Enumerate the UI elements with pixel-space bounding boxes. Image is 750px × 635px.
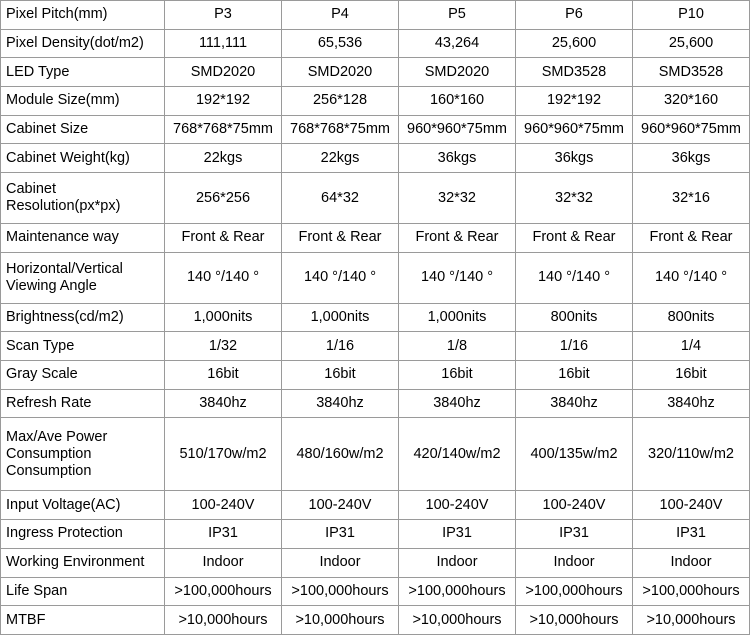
table-row xyxy=(1,144,750,173)
row-value: >100,000hours xyxy=(282,577,399,606)
row-value: 36kgs xyxy=(516,144,633,173)
row-value: Front & Rear xyxy=(165,224,282,253)
row-label: Working Environment xyxy=(1,548,165,577)
table-row xyxy=(1,577,750,606)
row-value: 16bit xyxy=(516,360,633,389)
row-value: 480/160w/m2 xyxy=(282,418,399,491)
row-value: 510/170w/m2 xyxy=(165,418,282,491)
row-label: MTBF xyxy=(1,606,165,635)
row-value: >10,000hours xyxy=(282,606,399,635)
row-value: Indoor xyxy=(516,548,633,577)
row-value: 1/32 xyxy=(165,332,282,361)
row-value: 960*960*75mm xyxy=(633,115,750,144)
row-value: 16bit xyxy=(633,360,750,389)
table-row xyxy=(1,252,750,303)
table-row xyxy=(1,332,750,361)
row-value: SMD3528 xyxy=(633,58,750,87)
row-value: 800nits xyxy=(516,303,633,332)
row-value: Front & Rear xyxy=(399,224,516,253)
row-value: 140 °/140 ° xyxy=(633,252,750,303)
column-header-p4: P4 xyxy=(282,1,399,30)
row-value: 1/4 xyxy=(633,332,750,361)
row-value: >10,000hours xyxy=(633,606,750,635)
row-value: 65,536 xyxy=(282,29,399,58)
row-value: 192*192 xyxy=(516,87,633,116)
row-value: 36kgs xyxy=(399,144,516,173)
row-value: IP31 xyxy=(633,520,750,549)
row-value: IP31 xyxy=(165,520,282,549)
table-row xyxy=(1,548,750,577)
row-value: SMD2020 xyxy=(399,58,516,87)
table-row xyxy=(1,606,750,635)
column-header-p6: P6 xyxy=(516,1,633,30)
row-value: 192*192 xyxy=(165,87,282,116)
row-label: Cabinet Resolution(px*px) xyxy=(1,173,165,224)
row-value: 100-240V xyxy=(516,491,633,520)
row-value: 140 °/140 ° xyxy=(282,252,399,303)
row-value: 22kgs xyxy=(282,144,399,173)
table-row xyxy=(1,418,750,491)
row-value: Indoor xyxy=(633,548,750,577)
row-value: Front & Rear xyxy=(633,224,750,253)
row-value: 1/16 xyxy=(516,332,633,361)
row-label: Max/Ave Power Consumption Consumption xyxy=(1,418,165,491)
row-label: Ingress Protection xyxy=(1,520,165,549)
row-value: 320*160 xyxy=(633,87,750,116)
row-value: 1/8 xyxy=(399,332,516,361)
table-row xyxy=(1,303,750,332)
column-header-p5: P5 xyxy=(399,1,516,30)
row-value: 1,000nits xyxy=(282,303,399,332)
column-header-p10: P10 xyxy=(633,1,750,30)
table-row xyxy=(1,173,750,224)
row-label: Maintenance way xyxy=(1,224,165,253)
row-value: 160*160 xyxy=(399,87,516,116)
row-label: Refresh Rate xyxy=(1,389,165,418)
row-value: 960*960*75mm xyxy=(399,115,516,144)
row-value: 1,000nits xyxy=(165,303,282,332)
row-label: Pixel Density(dot/m2) xyxy=(1,29,165,58)
row-value: 100-240V xyxy=(633,491,750,520)
row-value: >10,000hours xyxy=(516,606,633,635)
row-value: 140 °/140 ° xyxy=(399,252,516,303)
row-value: 32*32 xyxy=(516,173,633,224)
header-label-cell: Pixel Pitch(mm) xyxy=(1,1,165,30)
row-label: Scan Type xyxy=(1,332,165,361)
row-value: 16bit xyxy=(399,360,516,389)
row-value: >100,000hours xyxy=(516,577,633,606)
row-value: 16bit xyxy=(165,360,282,389)
row-value: >10,000hours xyxy=(165,606,282,635)
row-value: 100-240V xyxy=(399,491,516,520)
row-value: 3840hz xyxy=(399,389,516,418)
row-value: SMD2020 xyxy=(165,58,282,87)
row-label: Cabinet Weight(kg) xyxy=(1,144,165,173)
row-value: 140 °/140 ° xyxy=(165,252,282,303)
row-value: Indoor xyxy=(399,548,516,577)
table-header-row xyxy=(1,1,750,30)
table-row xyxy=(1,87,750,116)
row-value: 32*16 xyxy=(633,173,750,224)
row-value: 25,600 xyxy=(633,29,750,58)
row-label: Input Voltage(AC) xyxy=(1,491,165,520)
row-value: 256*256 xyxy=(165,173,282,224)
row-label: LED Type xyxy=(1,58,165,87)
row-value: 16bit xyxy=(282,360,399,389)
row-value: 36kgs xyxy=(633,144,750,173)
row-value: 140 °/140 ° xyxy=(516,252,633,303)
row-value: 43,264 xyxy=(399,29,516,58)
row-value: 3840hz xyxy=(516,389,633,418)
column-header-p3: P3 xyxy=(165,1,282,30)
row-value: 3840hz xyxy=(165,389,282,418)
table-row xyxy=(1,58,750,87)
row-label: Gray Scale xyxy=(1,360,165,389)
row-value: 768*768*75mm xyxy=(165,115,282,144)
row-value: >100,000hours xyxy=(399,577,516,606)
row-value: SMD3528 xyxy=(516,58,633,87)
row-label: Cabinet Size xyxy=(1,115,165,144)
row-value: 400/135w/m2 xyxy=(516,418,633,491)
table-row xyxy=(1,491,750,520)
row-value: 320/110w/m2 xyxy=(633,418,750,491)
table-row xyxy=(1,520,750,549)
row-value: 960*960*75mm xyxy=(516,115,633,144)
row-value: 22kgs xyxy=(165,144,282,173)
row-value: >100,000hours xyxy=(633,577,750,606)
table-row xyxy=(1,360,750,389)
row-value: 3840hz xyxy=(633,389,750,418)
row-value: 420/140w/m2 xyxy=(399,418,516,491)
row-value: SMD2020 xyxy=(282,58,399,87)
row-value: 32*32 xyxy=(399,173,516,224)
row-value: >100,000hours xyxy=(165,577,282,606)
table-row xyxy=(1,29,750,58)
row-value: 25,600 xyxy=(516,29,633,58)
row-value: 800nits xyxy=(633,303,750,332)
row-value: 64*32 xyxy=(282,173,399,224)
table-row xyxy=(1,115,750,144)
row-value: 3840hz xyxy=(282,389,399,418)
row-label: Life Span xyxy=(1,577,165,606)
row-label: Brightness(cd/m2) xyxy=(1,303,165,332)
table-row xyxy=(1,224,750,253)
table-row xyxy=(1,389,750,418)
row-value: 100-240V xyxy=(165,491,282,520)
table-body xyxy=(1,1,750,635)
row-value: Front & Rear xyxy=(282,224,399,253)
row-value: Indoor xyxy=(282,548,399,577)
row-value: IP31 xyxy=(516,520,633,549)
row-value: 768*768*75mm xyxy=(282,115,399,144)
row-label: Horizontal/Vertical Viewing Angle xyxy=(1,252,165,303)
row-value: 1,000nits xyxy=(399,303,516,332)
row-value: 1/16 xyxy=(282,332,399,361)
row-value: 100-240V xyxy=(282,491,399,520)
row-value: 111,111 xyxy=(165,29,282,58)
row-value: >10,000hours xyxy=(399,606,516,635)
row-label: Module Size(mm) xyxy=(1,87,165,116)
row-value: Indoor xyxy=(165,548,282,577)
row-value: Front & Rear xyxy=(516,224,633,253)
row-value: 256*128 xyxy=(282,87,399,116)
row-value: IP31 xyxy=(282,520,399,549)
row-value: IP31 xyxy=(399,520,516,549)
